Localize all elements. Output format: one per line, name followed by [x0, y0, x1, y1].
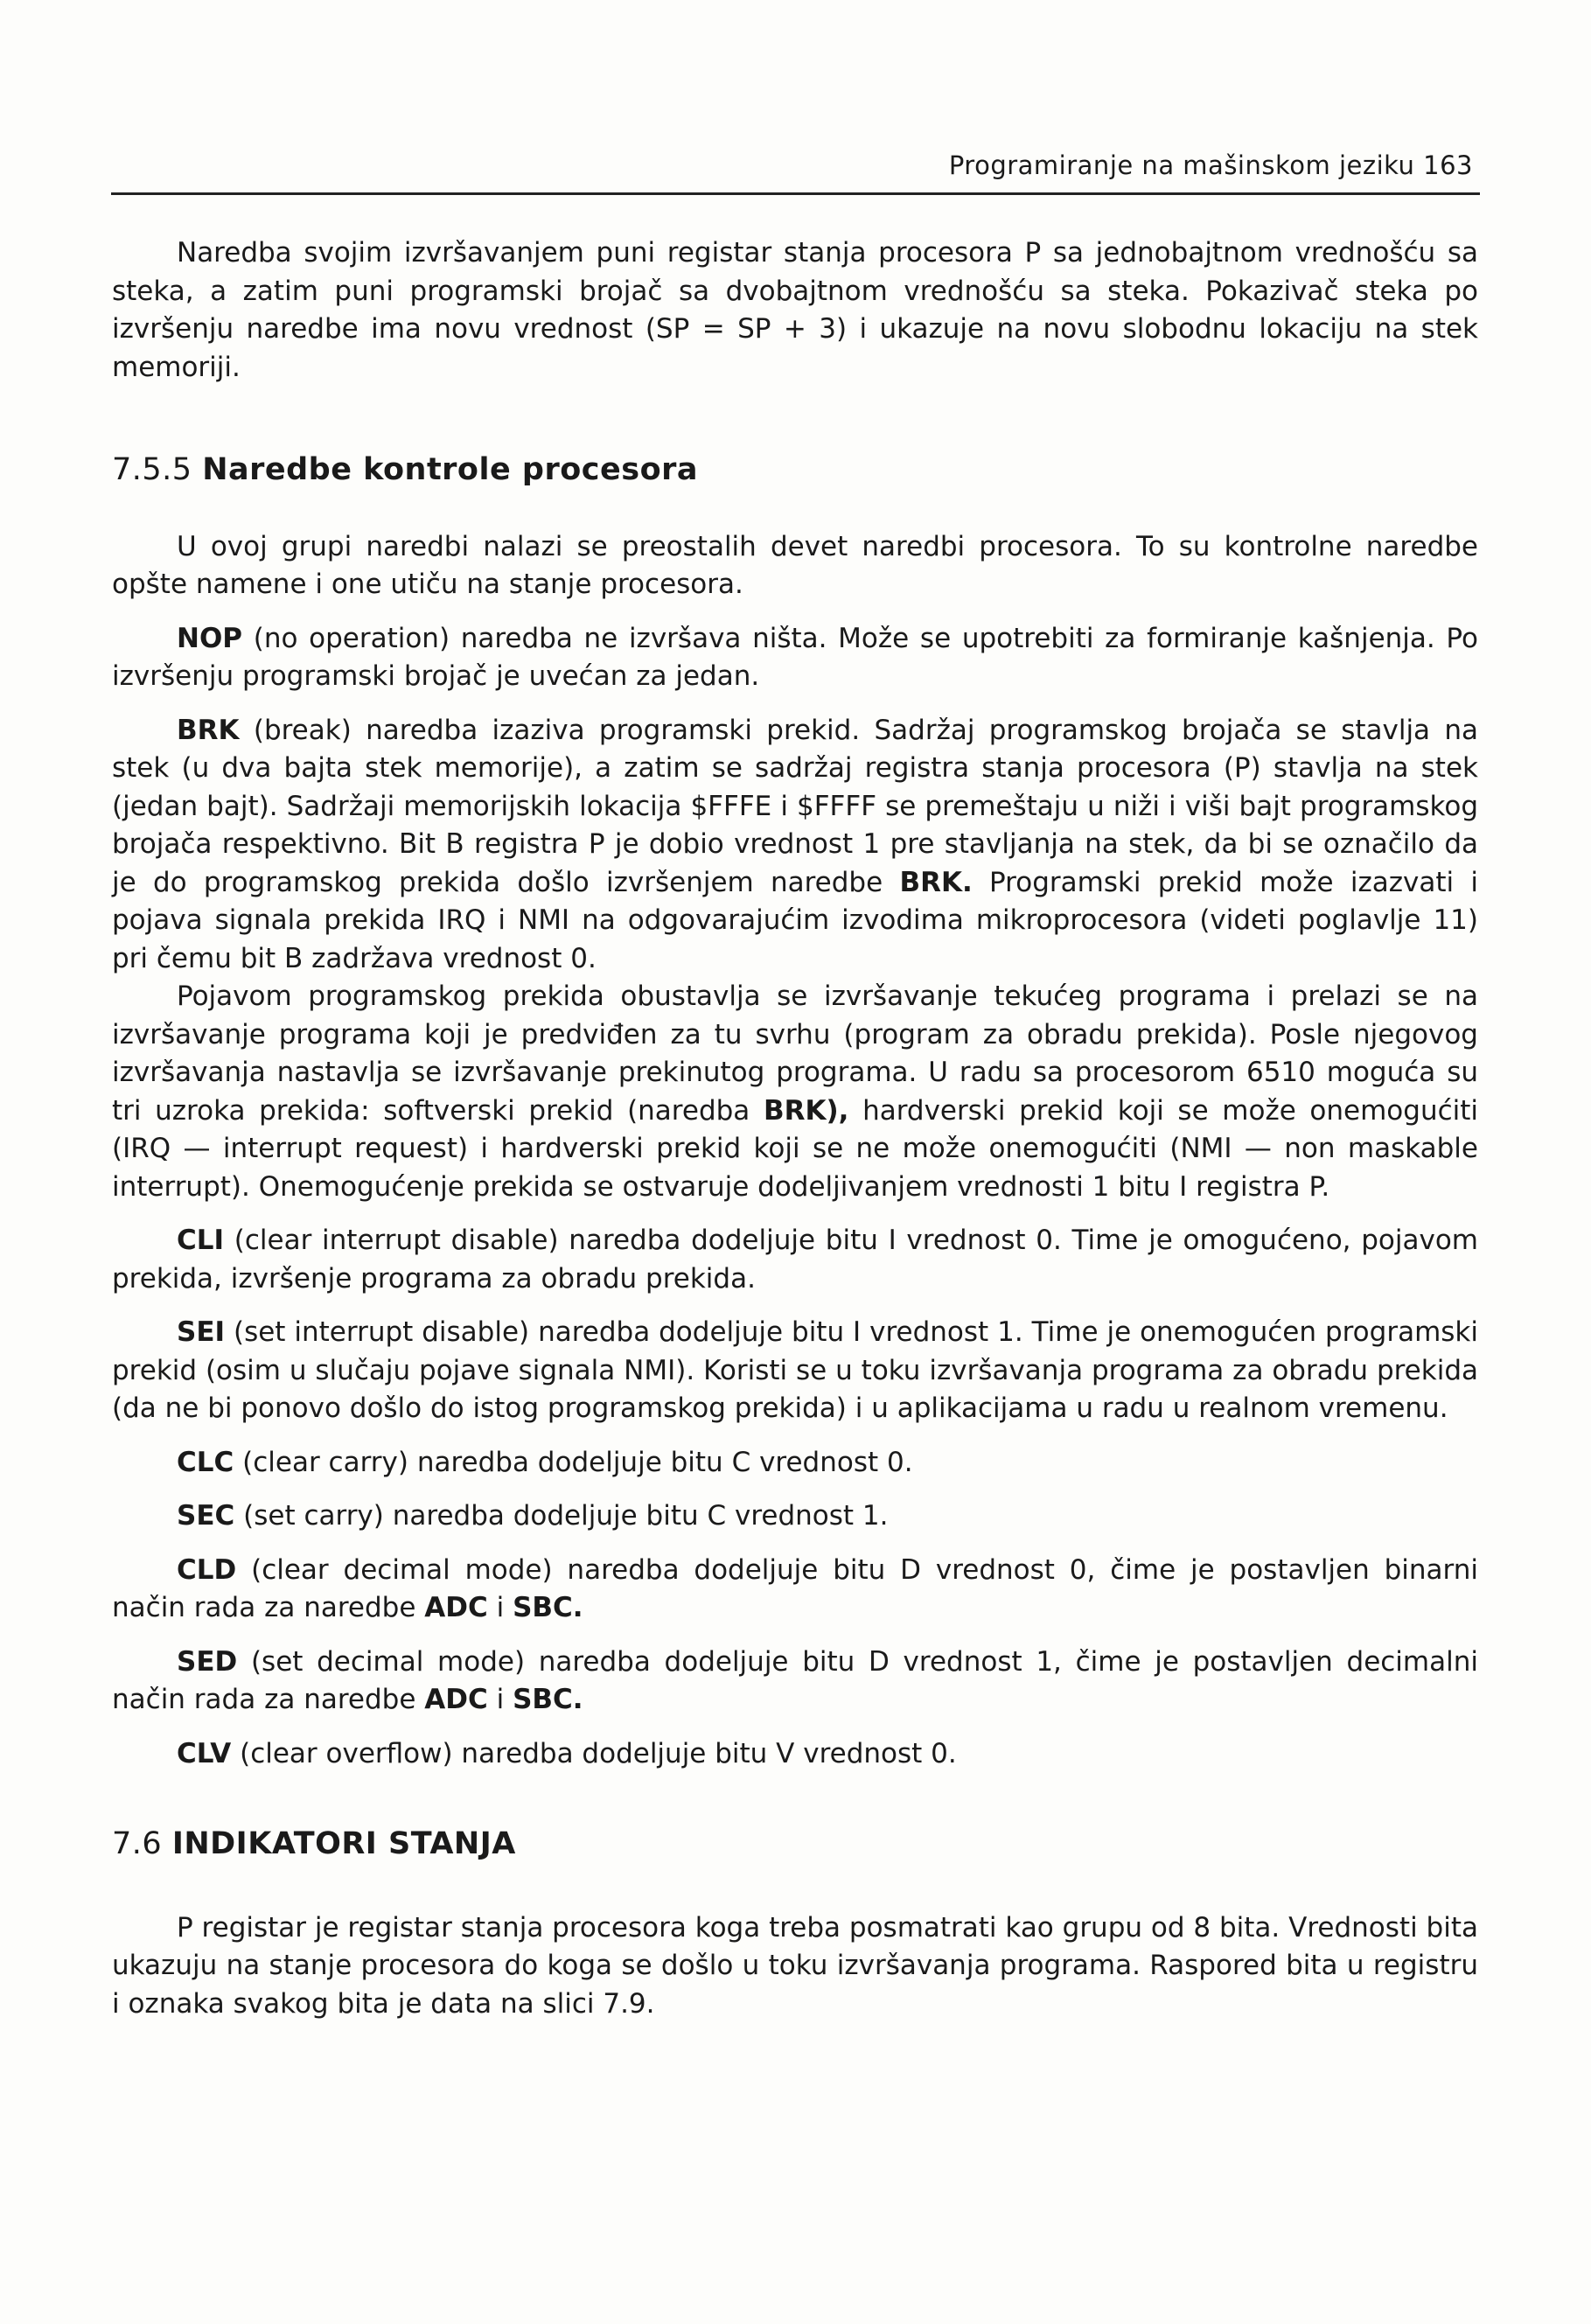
cld-keyword: CLD	[177, 1553, 237, 1586]
header-rule	[111, 192, 1480, 195]
clc-paragraph	[112, 1444, 1478, 1483]
section-heading-7-5-5	[112, 451, 1478, 490]
page-body	[112, 234, 1478, 2023]
interrupts-text-1: Pojavom programskog prekida obustavlja se izvršavanje tekućeg programa i prelazi se na izvršavanje programa koji je predviđen za tu svrhu (program za obradu prekida). Posle njegovog izvršavanja nastavlja se izvršavanje prekinutog programa. U radu sa procesorom 6510 moguća su tri uzroka prekida: softverski prekid (naredba	[112, 981, 1478, 1127]
brk-text-1: (break) naredba izaziva programski prekid. Sadržaj programskog brojača se stavlja na stek (u dva bajta stek memorije), a zatim se sadržaj registra stanja procesora (P) stavlja na stek (jedan bajt). Sadržaji memorijskih lokacija $FFFE i $FFFF se premeštaju u niži i viši bajt programskog brojača respektivno. Bit B registra P je dobio vrednost 1 pre stavljanja na stek, da bi se označilo da je do programskog prekida došlo izvršenjem naredbe	[112, 714, 1479, 898]
sec-paragraph	[112, 1497, 1478, 1536]
section-number: 7.6	[112, 1826, 163, 1861]
nop-text: (no operation) naredba ne izvršava ništa. Može se upotrebiti za formiranje kašnjenja. Po izvršenju programski brojač je uvećan za jedan.	[112, 622, 1478, 692]
sed-paragraph	[112, 1644, 1478, 1720]
section-title: INDIKATORI STANJA	[171, 1826, 516, 1861]
sei-text: (set interrupt disable) naredba dodeljuje bitu I vrednost 1. Time je onemogućen programski prekid (osim u slučaju pojave signala NMI). Koristi se u toku izvršavanja programa za obradu prekida (da ne bi ponovo došlo do istog programskog prekida) i u aplikacijama u radu u realnom vremenu.	[112, 1316, 1478, 1424]
interrupts-keyword: BRK),	[763, 1094, 849, 1127]
cld-adc-keyword: ADC	[424, 1592, 488, 1623]
clv-keyword: CLV	[177, 1737, 232, 1769]
interrupts-paragraph	[112, 978, 1478, 1206]
nop-paragraph	[112, 620, 1478, 696]
clc-text: (clear carry) naredba dodeljuje bitu C vrednost 0.	[242, 1446, 913, 1478]
section-heading-7-6	[112, 1825, 1478, 1864]
intro-paragraph: Naredba svojim izvršavanjem puni registar stanja procesora P sa jednobajtnom vrednošću sa steka, a zatim puni programski brojač sa dvobajtnom vrednošću sa steka. Pokazivač steka po izvršenju naredbe ima novu vrednost (SP = SP + 3) i ukazuje na novu slobodnu lokaciju na stek memoriji.	[112, 237, 1478, 383]
cli-paragraph	[112, 1222, 1478, 1298]
sed-text: (set decimal mode) naredba dodeljuje bitu D vrednost 1, čime je postavljen decimalni način rada za naredbe	[112, 1645, 1478, 1715]
sei-paragraph	[112, 1314, 1478, 1428]
section-title: Naredbe kontrole procesora	[202, 452, 698, 487]
sed-keyword: SED	[177, 1645, 238, 1678]
running-title: Programiranje na mašinskom jeziku	[948, 150, 1415, 180]
clc-keyword: CLC	[177, 1446, 234, 1478]
section-number: 7.5.5	[112, 452, 192, 487]
brk-keyword-2: BRK.	[899, 866, 973, 898]
section-intro-paragraph: U ovoj grupi naredbi nalazi se preostalih devet naredbi procesora. To su kontrolne naredbe opšte namene i one utiču na stanje procesora.	[112, 530, 1478, 600]
sec-text: (set carry) naredba dodeljuje bitu C vrednost 1.	[243, 1500, 889, 1532]
cli-keyword: CLI	[177, 1225, 225, 1256]
running-header	[949, 150, 1473, 180]
sed-conjunction: i	[496, 1684, 505, 1715]
nop-keyword: NOP	[177, 622, 243, 654]
interrupts-text-2: hardverski prekid koji se može onemogućiti (IRQ — interrupt request) i hardverski prekid koji se ne može onemogućiti (NMI — non maskable interrupt). Onemogućenje prekida se ostvaruje dodeljivanjem vrednosti 1 bitu I registra P.	[112, 1094, 1479, 1203]
brk-text-2: Programski prekid može izazvati i pojava signala prekida IRQ i NMI na odgovarajućim izvodima mikroprocesora (videti poglavlje 11) pri čemu bit B zadržava vrednost 0.	[112, 866, 1478, 974]
brk-keyword: BRK	[177, 714, 240, 746]
cld-paragraph	[112, 1552, 1478, 1628]
sei-keyword: SEI	[177, 1316, 226, 1348]
clv-text: (clear overflow) naredba dodeljuje bitu V vrednost 0.	[240, 1737, 957, 1769]
cld-conjunction: i	[496, 1592, 505, 1623]
cli-text: (clear interrupt disable) naredba dodeljuje bitu I vrednost 0. Time je omogućeno, pojavom prekida, izvršenje programa za obradu prekida.	[112, 1225, 1478, 1295]
brk-paragraph	[112, 712, 1478, 979]
sed-sbc-keyword: SBC.	[513, 1684, 583, 1715]
page-number: 163	[1423, 150, 1473, 180]
sed-adc-keyword: ADC	[424, 1684, 488, 1715]
cld-sbc-keyword: SBC.	[513, 1592, 583, 1623]
sec-keyword: SEC	[177, 1500, 235, 1532]
status-register-paragraph: P registar je registar stanja procesora koga treba posmatrati kao grupu od 8 bita. Vrednosti bita ukazuju na stanje procesora do koga se došlo u toku izvršavanja programa. Raspored bita u registru i oznaka svakog bita je data na slici 7.9.	[112, 1911, 1478, 2020]
clv-paragraph	[112, 1735, 1478, 1774]
cld-text: (clear decimal mode) naredba dodeljuje bitu D vrednost 0, čime je postavljen binarni način rada za naredbe	[112, 1553, 1479, 1623]
